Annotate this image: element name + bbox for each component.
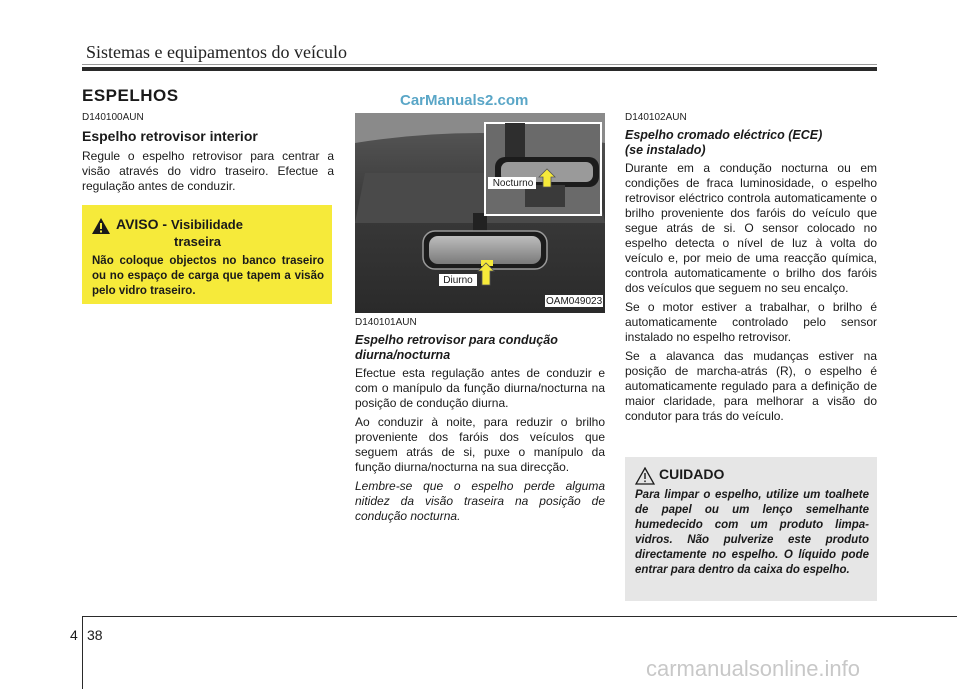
- warning-title-text: Visibilidade: [170, 217, 243, 232]
- paragraph: Ao conduzir à noite, para reduzir o brilho proveniente dos faróis dos veículos que seguem atrás de si, puxe o manípulo da função diurna/nocturna na sua direcção.: [355, 415, 605, 474]
- caution-body: Para limpar o espelho, utilize um toalhete de papel ou um lenço semelhante humedecido com um produto limpa-vidros. Não pulverize este produto directamente no espelho. O líquido pode entrar para dentro da caixa do espelho.: [635, 489, 869, 576]
- warning-title-text-2: traseira: [174, 234, 221, 249]
- paragraph: Se o motor estiver a trabalhar, o brilho é automaticamente controlado pelo sensor instalado no espelho retrovisor.: [625, 300, 877, 344]
- watermark-top: CarManuals2.com: [400, 92, 529, 109]
- paragraph: Efectue esta regulação antes de conduzir e com o manípulo da função diurna/nocturna na posição de condução diurna.: [355, 366, 605, 410]
- heading-line-2: diurna/nocturna: [355, 348, 451, 362]
- chapter-number: 4: [70, 627, 78, 643]
- caution-title: CUIDADO: [659, 466, 725, 482]
- column-1: [82, 112, 334, 194]
- footer-rule: [82, 616, 957, 617]
- warning-label: AVISO -: [116, 216, 168, 232]
- watermark-bottom: carmanualsonline.info: [646, 656, 861, 681]
- column-2: [355, 317, 605, 524]
- section-code: D140102AUN: [625, 112, 687, 123]
- heading-line-2: (se instalado): [625, 143, 706, 157]
- heading-day-night-mirror: [355, 333, 605, 363]
- header-rule: [82, 67, 877, 71]
- heading-interior-mirror: Espelho retrovisor interior: [82, 128, 258, 144]
- figure-label-day: Diurno: [443, 275, 473, 286]
- paragraph-note: Lembre-se que o espelho perde alguma nitidez da visão traseira na posição de condução nocturna.: [355, 479, 605, 523]
- header-rule-thin: [82, 64, 877, 65]
- section-code: D140100AUN: [82, 112, 144, 123]
- caution-triangle-icon: [635, 467, 655, 485]
- running-header: Sistemas e equipamentos do veículo: [86, 42, 347, 62]
- paragraph: Regule o espelho retrovisor para centrar a visão através do vidro traseiro. Efectue a regulação antes de conduzir.: [82, 149, 334, 193]
- column-3: [625, 112, 877, 424]
- heading-ecm-mirror: [625, 128, 877, 158]
- heading-line-1: Espelho retrovisor para condução: [355, 333, 558, 347]
- page-number: 38: [87, 627, 103, 643]
- warning-triangle-icon: [91, 217, 111, 235]
- footer-vertical-rule: [82, 616, 83, 689]
- warning-title: [116, 216, 243, 250]
- figure-label-night: Nocturno: [492, 178, 534, 189]
- caution-box: [625, 457, 877, 601]
- paragraph: Se a alavanca das mudanças estiver na posição de marcha-atrás (R), o espelho é automaticamente regulado para a definição de maior claridade, para melhorar a visão do condutor para trás do veículo.: [625, 349, 877, 423]
- section-title: ESPELHOS: [82, 86, 179, 105]
- figure-caption: OAM049023: [546, 296, 603, 307]
- heading-line-1: Espelho cromado eléctrico (ECE): [625, 128, 823, 142]
- paragraph: Durante em a condução nocturna ou em condições de fraca luminosidade, o espelho retrovisor eléctrico controla automaticamente o brilho proveniente dos faróis do veículo que segue atrás de si. O sensor colocado no espelho detecta o nível de luz à volta do veículo e, por meio de uma reacção química, controla automaticamente o brilho dos faróis dos veículos que seguem no seu encalço.: [625, 161, 877, 295]
- mirror-photo: [355, 113, 605, 313]
- warning-body: Não coloque objectos no banco traseiro ou no espaço de carga que tapem a visão pelo vidro traseiro.: [92, 255, 324, 297]
- section-code: D140101AUN: [355, 317, 417, 328]
- warning-box: [82, 205, 332, 304]
